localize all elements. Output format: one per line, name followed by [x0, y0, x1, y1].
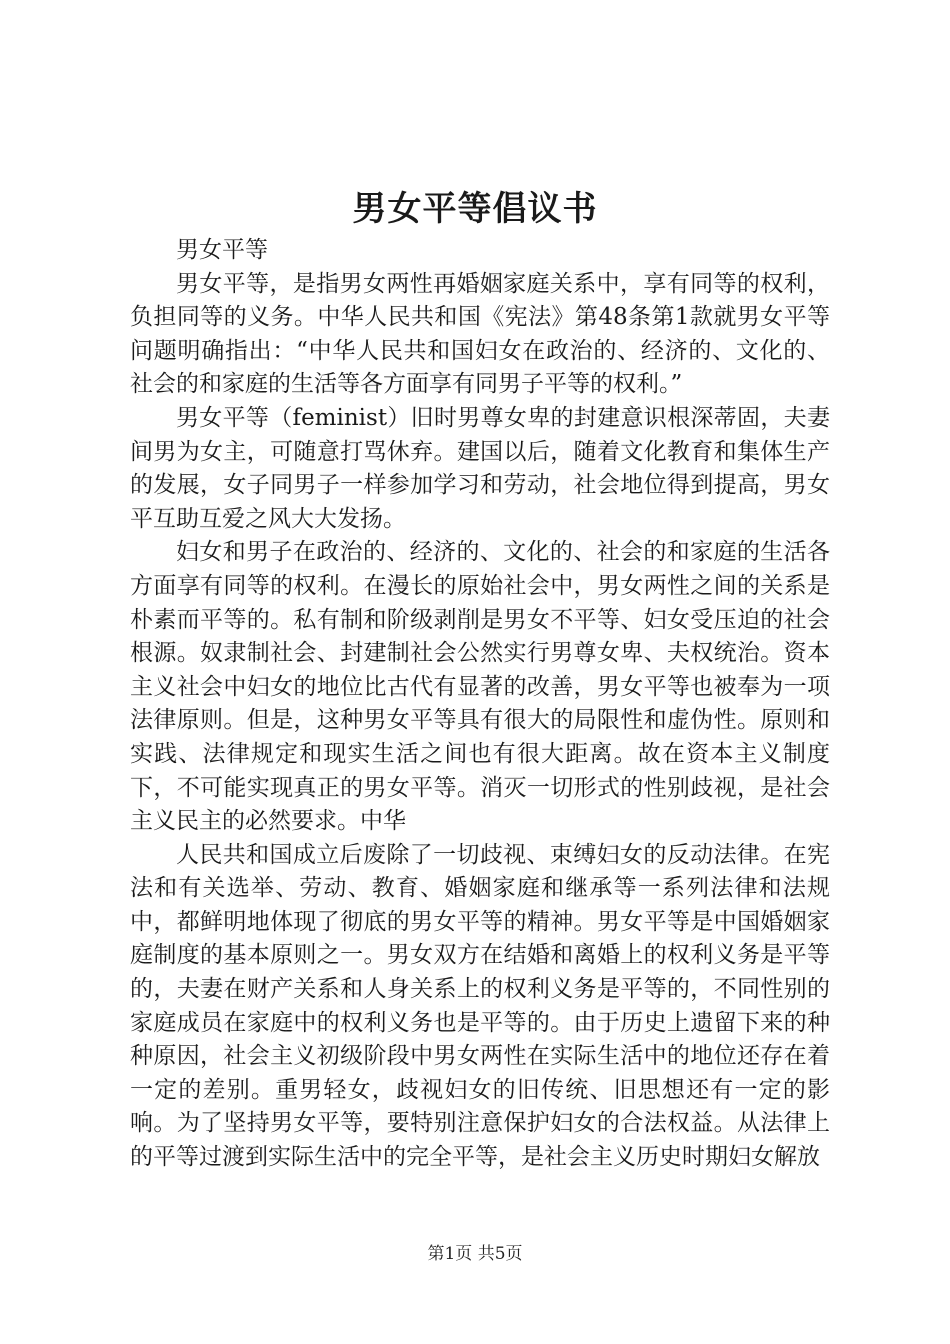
paragraph: 人民共和国成立后废除了一切歧视、束缚妇女的反动法律。在宪法和有关选举、劳动、教育、婚姻家庭和继承等一系列法律和法规中，都鲜明地体现了彻底的男女平等的精神。男女平等是中国婚姻家庭制度的基本原则之一。男女双方在结婚和离婚上的权利义务是平等的，夫妻在财产关系和人身关系上的权利义务是平等的，不同性别的家庭成员在家庭中的权利义务也是平等的。由于历史上遗留下来的种种原因，社会主义初级阶段中男女两性在实际生活中的地位还存在着一定的差别。重男轻女，歧视妇女的旧传统、旧思想还有一定的影响。为了坚持男女平等，要特别注意保护妇女的合法权益。从法律上的平等过渡到实际生活中的完全平等，是社会主义历史时期妇女解放 [130, 841, 830, 1171]
paragraph: 妇女和男子在政治的、经济的、文化的、社会的和家庭的生活各方面享有同等的权利。在漫长的原始社会中，男女两性之间的关系是朴素而平等的。私有制和阶级剥削是男女不平等、妇女受压迫的社会根源。奴隶制社会、封建制社会公然实行男尊女卑、夫权统治。资本主义社会中妇女的地位比古代有显著的改善，男女平等也被奉为一项法律原则。但是，这种男女平等具有很大的局限性和虚伪性。原则和实践、法律规定和现实生活之间也有很大距离。故在资本主义制度下，不可能实现真正的男女平等。消灭一切形式的性别歧视，是社会主义民主的必然要求。中华 [130, 539, 830, 835]
paragraph: 男女平等，是指男女两性再婚姻家庭关系中，享有同等的权利，负担同等的义务。中华人民共和国《宪法》第48条第1款就男女平等问题明确指出：“中华人民共和国妇女在政治的、经济的、文化的、社会的和家庭的生活等各方面享有同男子平等的权利。” [130, 270, 830, 398]
paragraph: 男女平等（feminist）旧时男尊女卑的封建意识根深蒂固，夫妻间男为女主，可随意打骂休弃。建国以后，随着文化教育和集体生产的发展，女子同男子一样参加学习和劳动，社会地位得到提高，男女平互助互爱之风大大发扬。 [130, 404, 830, 532]
page-number-footer: 第1页 共5页 [427, 1244, 523, 1264]
document-body [130, 234, 830, 1175]
document-title: 男女平等倡议书 [352, 189, 598, 229]
paragraph-heading: 男女平等 [176, 237, 268, 263]
